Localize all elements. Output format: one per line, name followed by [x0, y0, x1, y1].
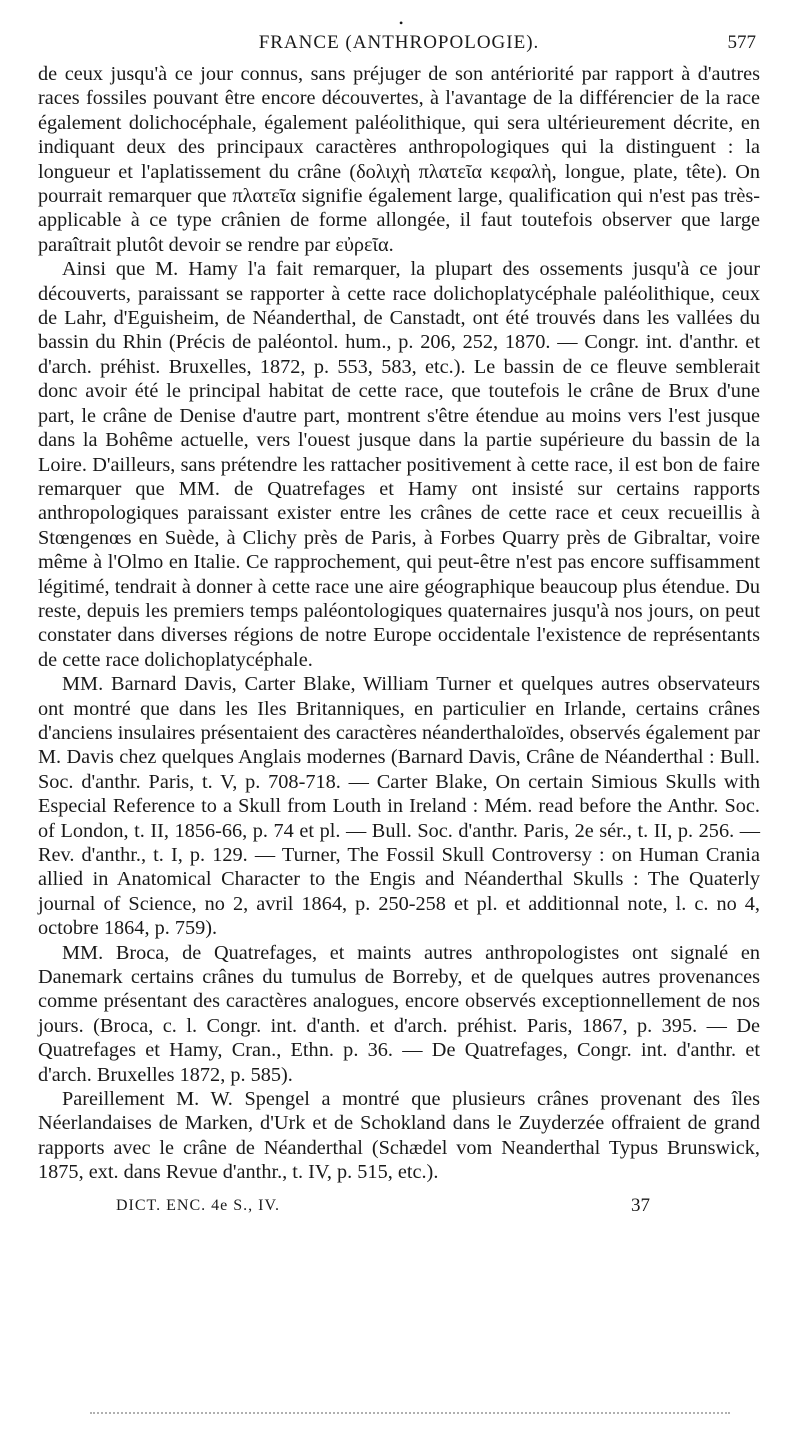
page-number: 577	[727, 32, 756, 53]
printer-mark: •	[399, 16, 404, 30]
bottom-dotted-rule	[90, 1412, 730, 1414]
paragraph: MM. Barnard Davis, Carter Blake, William Turner et quelques autres observateurs ont montré que dans les Iles Britanniques, en particulier en Irlande, certains crânes d'anciens insulaires présentaient des caractères néanderthaloïdes, observés également par M. Davis chez quelques Anglais modernes (Barnard Davis, Crâne de Néanderthal : Bull. Soc. d'anthr. Paris, t. V, p. 708-718. — Carter Blake, On certain Simious Skulls with Especial Reference to a Skull from Louth in Ireland : Mém. read before the Anthr. Soc. of London, t. II, 1856-66, p. 74 et pl. — Bull. Soc. d'anthr. Paris, 2e sér., t. II, p. 256. — Rev. d'anthr., t. I, p. 129. — Turner, The Fossil Skull Controversy : on Human Crania allied in Anatomical Character to the Engis and Néanderthal Skulls : The Quaterly journal of Science, no 2, avril 1864, p. 250-258 et pl. et additionnal note, l. c. no 4, octobre 1864, p. 759).	[38, 673, 760, 940]
paragraph: Pareillement M. W. Spengel a montré que plusieurs crânes provenant des îles Néerlandaises de Marken, d'Urk et de Schokland dans le Zuyderzée offraient de grand rapports avec le crâne de Néanderthal (Schædel vom Neanderthal Typus Brunswick, 1875, ext. dans Revue d'anthr., t. IV, p. 515, etc.).	[38, 1088, 760, 1184]
paragraph: Ainsi que M. Hamy l'a fait remarquer, la plupart des ossements jusqu'à ce jour découverts, paraissant se rapporter à cette race dolichoplatycéphale paléolithique, ceux de Lahr, d'Eguisheim, de Néanderthal, de Canstadt, ont été trouvés dans les vallées du bassin du Rhin (Précis de paléontol. hum., p. 206, 252, 1870. — Congr. int. d'anthr. et d'arch. préhist. Bruxelles, 1872, p. 553, 583, etc.). Le bassin de ce fleuve semblerait donc avoir été le principal habitat de cette race, que toutefois le crâne de Brux d'une part, le crâne de Denise d'autre part, montrent s'être étendue au moins vers l'est jusque dans la Bohême actuelle, vers l'ouest jusque dans la partie supérieure du bassin de la Loire. D'ailleurs, sans prétendre les rattacher positivement à cette race, il est bon de faire remarquer que MM. de Quatrefages et Hamy ont insisté sur certains rapports anthropologiques paraissant exister entre les crânes de cette race et ceux recueillis à Stœngenœs en Suède, à Clichy près de Paris, à Forbes Quarry près de Gibraltar, voire même à l'Olmo en Italie. Ce rapprochement, qui peut-être n'est pas encore suffisamment légitimé, tendrait à donner à cette race une aire géographique beaucoup plus étendue. Du reste, depuis les premiers temps paléontologiques quaternaires jusqu'à nos jours, on peut constater dans diverses régions de notre Europe occidentale l'existence de représentants de cette race dolichoplatycéphale.	[38, 258, 760, 671]
body-text	[38, 62, 760, 1185]
paragraph: MM. Broca, de Quatrefages, et maints autres anthropologistes ont signalé en Danemark certains crânes du tumulus de Borreby, et de quelques autres provenances comme présentant des caractères analogues, encore observés exceptionnellement de nos jours. (Broca, c. l. Congr. int. d'anth. et d'arch. préhist. Paris, 1867, p. 395. — De Quatrefages et Hamy, Cran., Ethn. p. 36. — De Quatrefages, Congr. int. d'anthr. et d'arch. Bruxelles 1872, p. 585).	[38, 941, 760, 1086]
page-header	[38, 16, 760, 62]
paragraph: de ceux jusqu'à ce jour connus, sans préjuger de son antériorité par rapport à d'autres races fossiles pouvant être encore découvertes, à l'avantage de la différencier de la race également dolichocéphale, également paléolithique, qui sera ultérieurement décrite, en indiquant deux des principaux caractères anthropologiques qui la distinguent : la longueur et l'aplatissement du crâne (δολιχὴ πλατεῖα κεφαλὴ, longue, plate, tête). On pourrait remarquer que πλατεῖα signifie également large, qualification qui n'est pas très-applicable à ce type crânien de forme allongée, il faut toutefois observer que large paraîtrait plutôt devoir se rendre par εὐρεῖα.	[38, 63, 760, 256]
page-footer	[38, 1193, 760, 1221]
sheet-number: 37	[631, 1194, 650, 1216]
printer-signature: DICT. ENC. 4e S., IV.	[116, 1196, 280, 1214]
running-title: FRANCE (ANTHROPOLOGIE).	[258, 32, 540, 53]
